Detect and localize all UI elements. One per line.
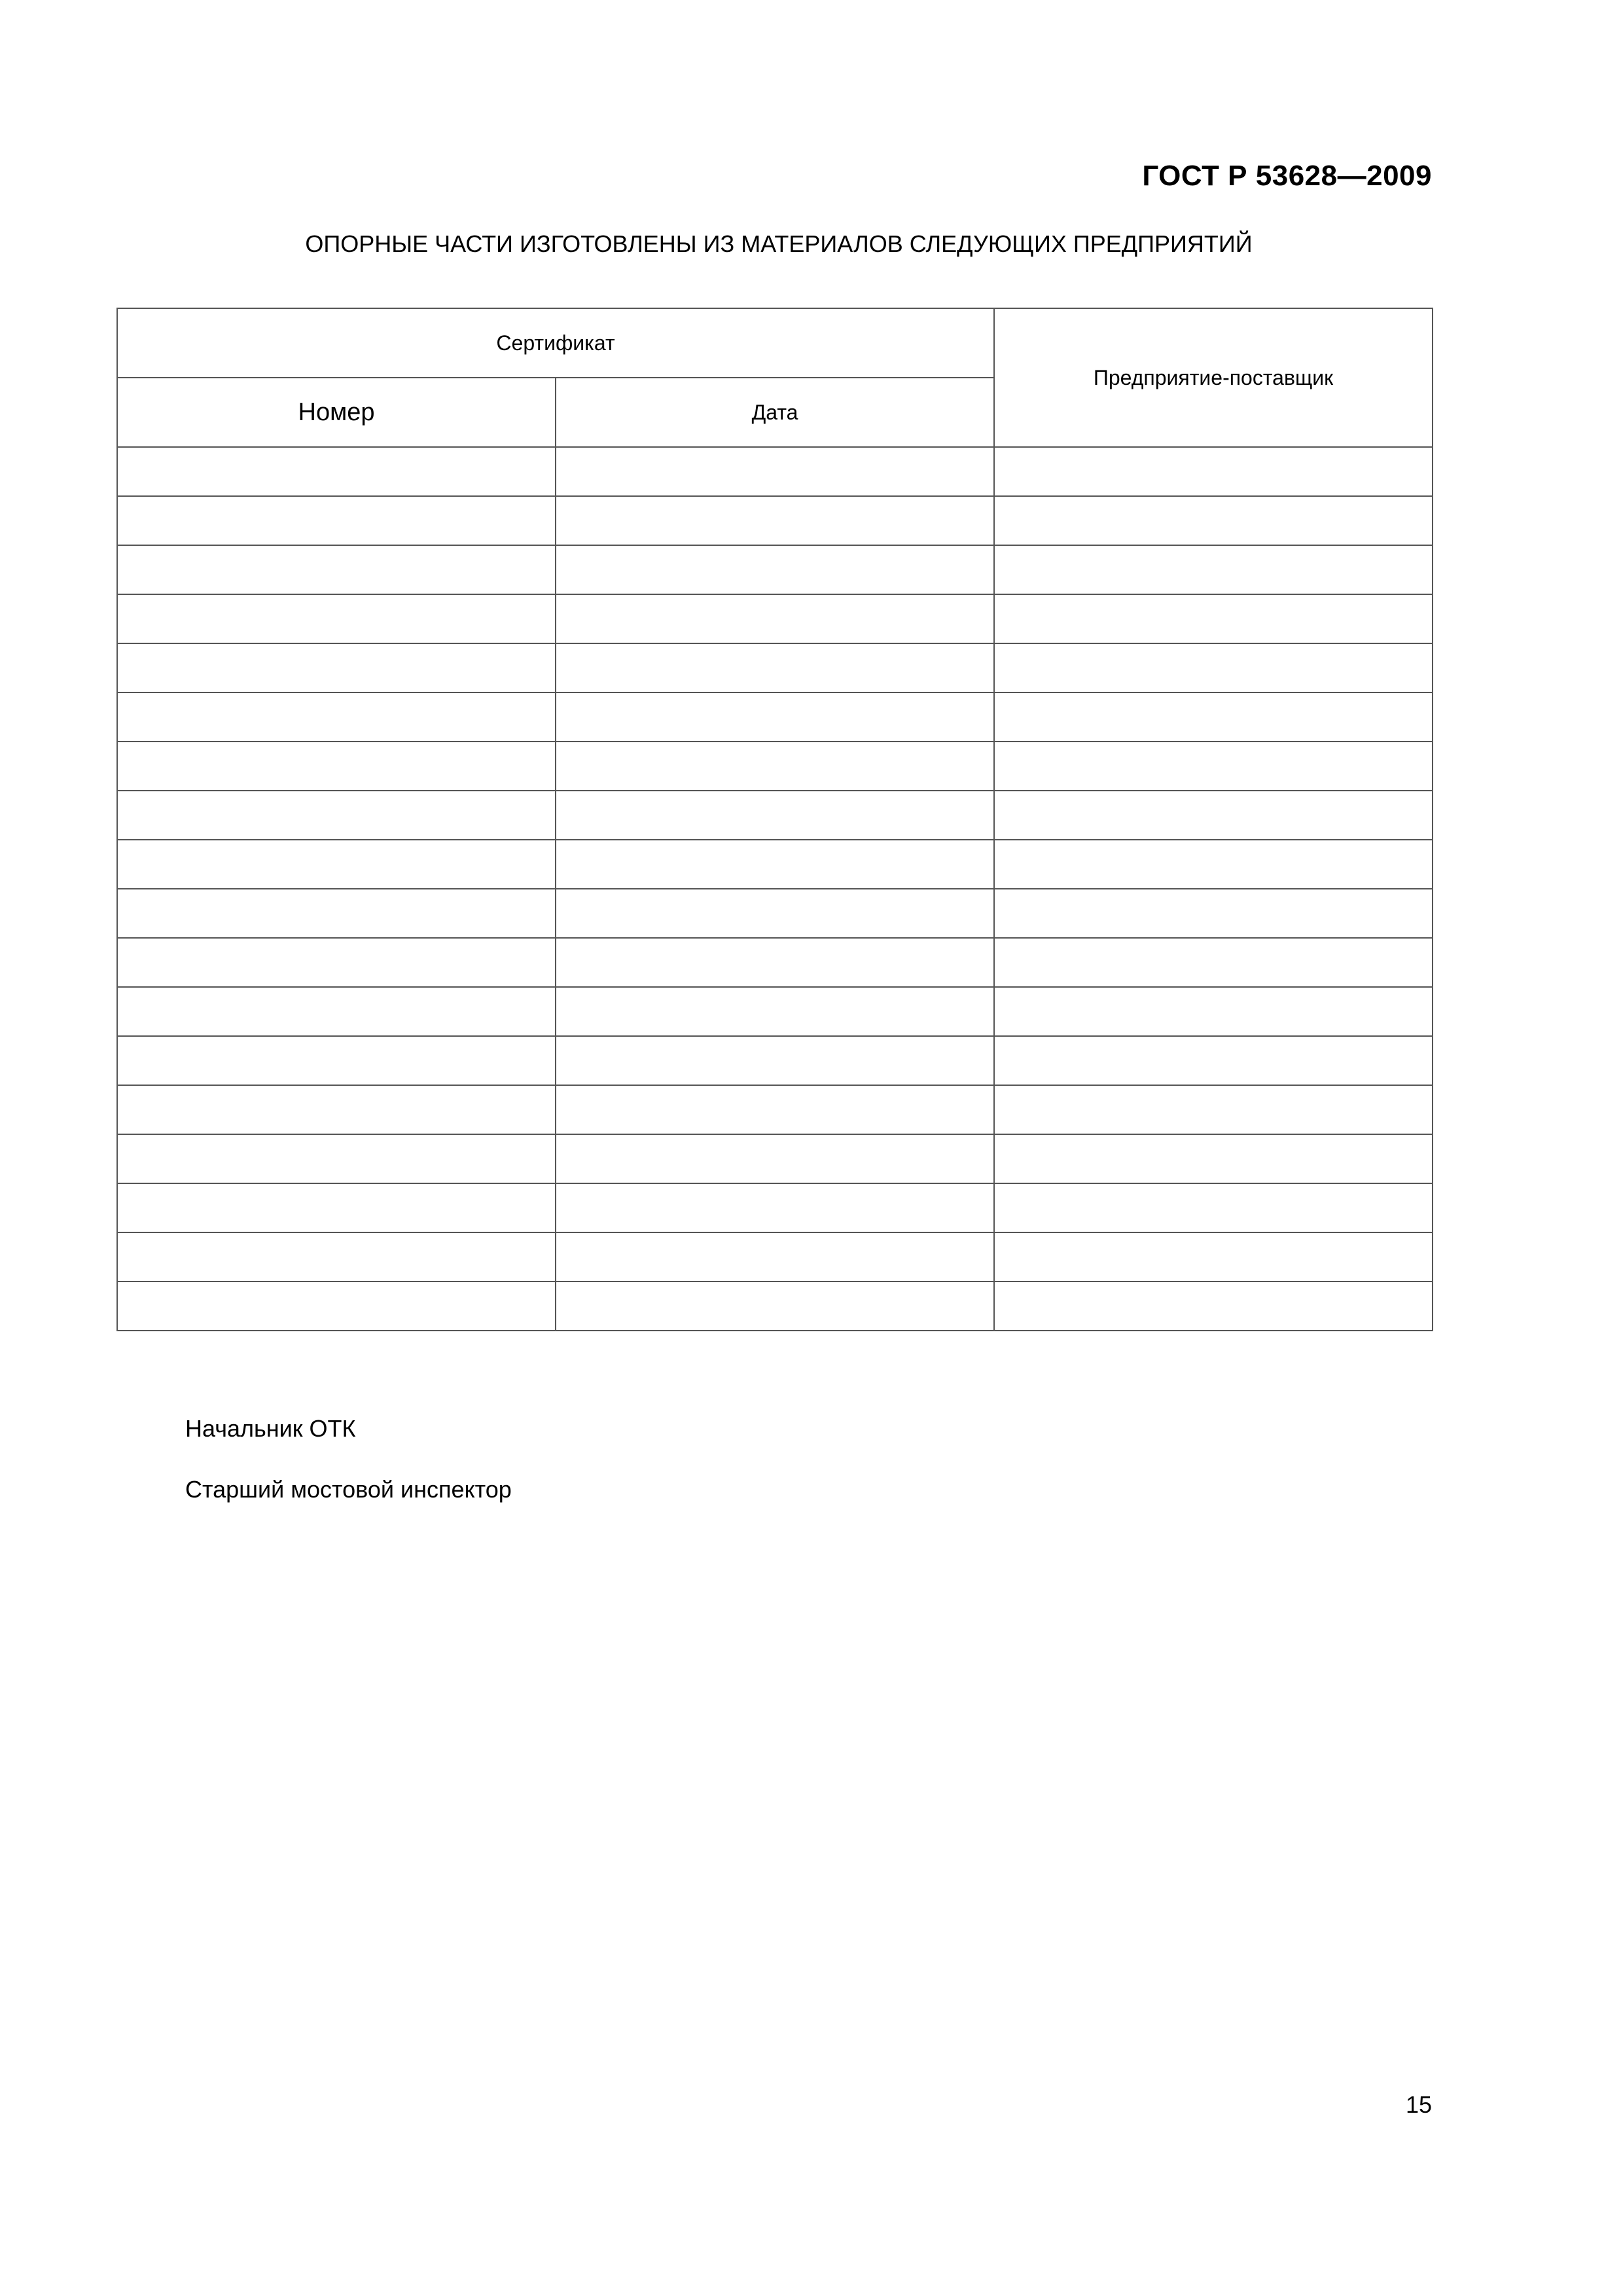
supplier-cell [994,1134,1433,1183]
date-cell [556,938,994,987]
page-title: ОПОРНЫЕ ЧАСТИ ИЗГОТОВЛЕНЫ ИЗ МАТЕРИАЛОВ СЛЕДУЮЩИХ ПРЕДПРИЯТИЙ [305,230,1253,257]
number-cell [117,742,556,791]
number-cell [117,1282,556,1331]
table-row [117,692,1433,742]
supplier-cell [994,1036,1433,1085]
number-cell [117,643,556,692]
supplier-cell [994,643,1433,692]
date-cell [556,791,994,840]
table-row [117,840,1433,889]
date-cell [556,447,994,496]
supplier-cell [994,987,1433,1036]
number-cell [117,791,556,840]
table-row [117,545,1433,594]
table-row [117,594,1433,643]
table-row [117,889,1433,938]
supplier-header: Предприятие-поставщик [994,308,1433,447]
table-body [117,447,1433,1331]
number-cell [117,1183,556,1232]
table-row [117,742,1433,791]
date-cell [556,840,994,889]
date-cell [556,742,994,791]
number-cell [117,938,556,987]
supplier-cell [994,447,1433,496]
table-row [117,643,1433,692]
number-cell [117,1134,556,1183]
certificate-group-header: Сертификат [117,308,994,378]
supplier-cell [994,545,1433,594]
table-row [117,1282,1433,1331]
date-cell [556,545,994,594]
supplier-cell [994,692,1433,742]
table-row [117,987,1433,1036]
date-cell [556,594,994,643]
supplier-cell [994,496,1433,545]
date-cell [556,1282,994,1331]
supplier-cell [994,889,1433,938]
date-cell [556,1232,994,1282]
table-row [117,447,1433,496]
number-cell [117,545,556,594]
table-row [117,791,1433,840]
otk-chief-label: Начальник ОТК [185,1415,356,1442]
table-row [117,496,1433,545]
date-cell [556,643,994,692]
number-cell [117,496,556,545]
certificates-table [116,308,1433,1331]
supplier-cell [994,791,1433,840]
date-header: Дата [556,378,994,447]
supplier-cell [994,1232,1433,1282]
date-cell [556,1036,994,1085]
date-cell [556,987,994,1036]
supplier-cell [994,840,1433,889]
date-cell [556,889,994,938]
date-cell [556,1134,994,1183]
supplier-cell [994,1085,1433,1134]
supplier-cell [994,594,1433,643]
number-cell [117,594,556,643]
page-number: 15 [1405,2091,1432,2118]
table-row [117,1085,1433,1134]
document-code: ГОСТ Р 53628—2009 [1142,160,1432,192]
number-cell [117,692,556,742]
number-cell [117,1232,556,1282]
date-cell [556,1183,994,1232]
number-cell [117,1085,556,1134]
number-cell [117,447,556,496]
table-row [117,938,1433,987]
number-cell [117,1036,556,1085]
supplier-cell [994,938,1433,987]
date-cell [556,1085,994,1134]
number-cell [117,987,556,1036]
date-cell [556,692,994,742]
supplier-cell [994,742,1433,791]
table-row [117,1134,1433,1183]
number-header: Номер [117,378,556,447]
number-cell [117,889,556,938]
supplier-cell [994,1183,1433,1232]
senior-inspector-label: Старший мостовой инспектор [185,1476,512,1503]
table-row [117,1036,1433,1085]
date-cell [556,496,994,545]
number-cell [117,840,556,889]
table-row [117,1183,1433,1232]
supplier-cell [994,1282,1433,1331]
table-row [117,1232,1433,1282]
